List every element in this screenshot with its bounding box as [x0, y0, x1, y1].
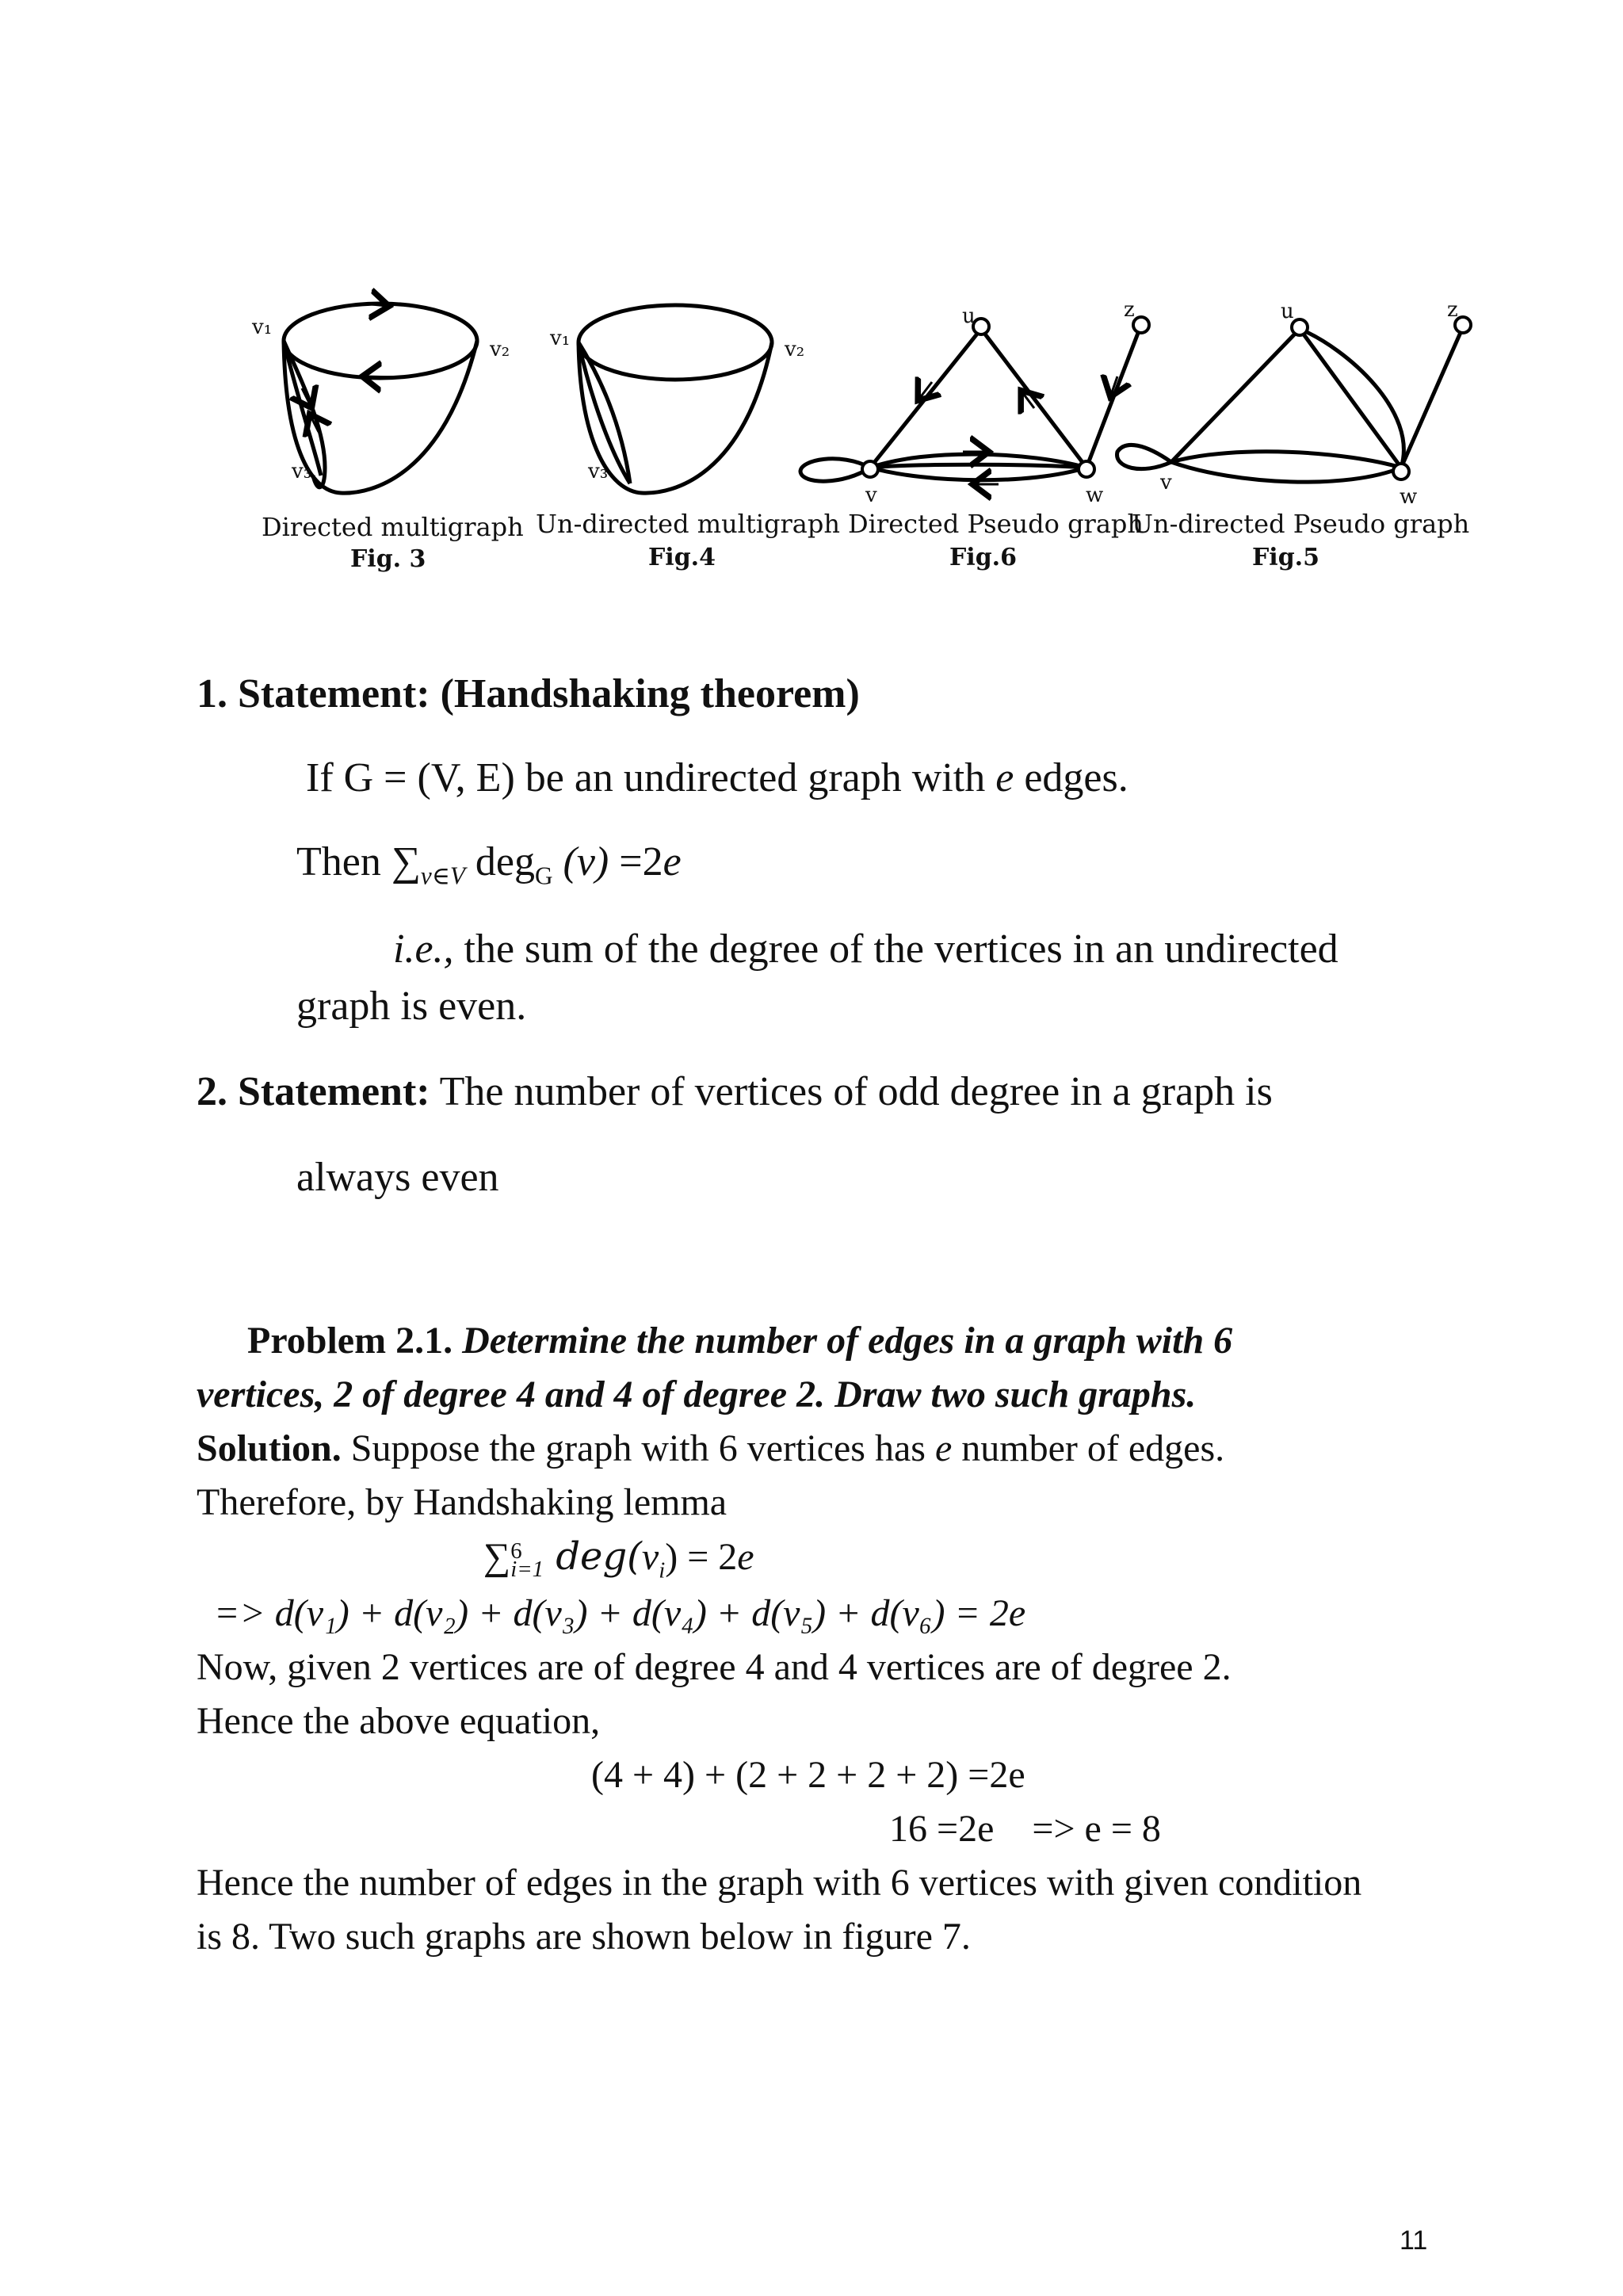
fig6-caption: Directed Pseudo graph — [848, 509, 1144, 539]
solution-line2: Therefore, by Handshaking lemma — [197, 1481, 727, 1523]
fig3-label-v2: v₂ — [490, 338, 510, 361]
equation-sum-values: (4 + 4) + (2 + 2 + 2 + 2) =2e — [591, 1754, 1025, 1796]
formula-e: e — [663, 839, 682, 884]
fig4-caption: Un-directed multigraph — [536, 509, 840, 539]
fig6-label-w: w — [1086, 483, 1104, 507]
eq1-sum-symbol: ∑ — [483, 1536, 511, 1578]
fig4-label-v2: v₂ — [785, 338, 805, 361]
fig5-label-w: w — [1400, 485, 1418, 509]
formula-sum-symbol: ∑ — [391, 839, 421, 884]
statement2-text: The number of vertices of odd degree in a graph is — [430, 1069, 1273, 1114]
statement1-line1 — [306, 755, 1128, 800]
fig6-number: Fig.6 — [949, 544, 1017, 571]
now-line: Now, given 2 vertices are of degree 4 and 4 vertices are of degree 2. — [197, 1646, 1232, 1688]
conclusion-line1: Hence the number of edges in the graph with 6 vertices with given condition — [197, 1862, 1362, 1904]
hence-line: Hence the above equation, — [197, 1700, 601, 1742]
problem-line1 — [247, 1322, 1232, 1360]
fig3-label-v1: v₁ — [252, 315, 273, 339]
problem-label: Problem 2.1. — [247, 1320, 453, 1362]
formula-then: Then — [296, 839, 391, 884]
solution-line1 — [197, 1427, 1225, 1469]
solution-label: Solution. — [197, 1427, 342, 1469]
statement1-heading: 1. Statement: (Handshaking theorem) — [197, 671, 860, 716]
equation-degrees: => d(v₁) + d(v₂) + d(v₃) + d(v₄) + d(v₅) + d(v₆) = 2e — [214, 1592, 1026, 1634]
ie-label: i.e., — [393, 926, 454, 972]
statement1-ie-line — [393, 926, 1338, 972]
fig5-graph — [1117, 317, 1471, 482]
fig4-label-v3: v₃ — [588, 460, 609, 483]
fig3-label-v3: v₃ — [292, 460, 312, 483]
formula-deg: deg — [464, 839, 535, 884]
fig4-label-v1: v₁ — [550, 327, 571, 350]
statement1-formula — [296, 839, 682, 890]
statement1-ie-line2: graph is even. — [296, 984, 527, 1029]
statement2-line — [197, 1069, 1273, 1114]
fig6-label-z: z — [1124, 298, 1135, 322]
page-number: 11 — [1400, 2225, 1428, 2256]
statement1-line1-text: If G = (V, E) be an undirected graph with — [306, 755, 986, 800]
fig3-graph — [284, 304, 477, 493]
fig3-number: Fig. 3 — [350, 545, 426, 573]
formula-sum-sub: v∈V — [420, 861, 465, 890]
problem-text1: Determine the number of edges in a graph with 6 — [462, 1320, 1233, 1362]
eq1-v: v — [641, 1536, 659, 1578]
statement1-line1-var: e — [995, 755, 1014, 800]
solution-text1-end: number of edges. — [952, 1427, 1225, 1469]
fig4-number: Fig.4 — [648, 544, 716, 571]
eq1-deg: deg( — [544, 1534, 642, 1579]
fig6-label-v: v — [865, 483, 877, 507]
fig3-caption: Directed multigraph — [262, 512, 524, 542]
fig5-caption: Un-directed Pseudo graph — [1132, 509, 1470, 539]
ie-text: the sum of the degree of the vertices in an undirected — [453, 926, 1338, 972]
formula-deg-sub: G — [535, 861, 553, 890]
problem-line2: vertices, 2 of degree 4 and 4 of degree 2. Draw two such graphs. — [197, 1373, 1197, 1415]
equation-sum — [483, 1534, 754, 1584]
formula-eq: =2 — [609, 839, 663, 884]
eq1-e: e — [737, 1536, 754, 1578]
conclusion-line2: is 8. Two such graphs are shown below in figure 7. — [197, 1916, 971, 1958]
solution-text1: Suppose the graph with 6 vertices has — [341, 1427, 926, 1469]
formula-v: (v) — [552, 839, 609, 884]
eq1-end: ) = 2 — [665, 1536, 738, 1578]
statement2-line2: always even — [296, 1155, 499, 1200]
fig5-number: Fig.5 — [1252, 544, 1319, 571]
fig6-graph — [800, 317, 1149, 484]
fig5-label-z: z — [1447, 298, 1458, 322]
fig6-label-u: u — [962, 304, 976, 328]
fig5-label-v: v — [1160, 471, 1172, 495]
fig5-label-u: u — [1281, 300, 1294, 323]
eq1-vi: i — [659, 1557, 666, 1584]
equation-result: 16 =2e => e = 8 — [889, 1808, 1161, 1850]
eq1-sup: 6 — [510, 1538, 522, 1564]
statement1-line1-end: edges. — [1014, 755, 1128, 800]
eq1-sub: i=1 — [510, 1556, 544, 1582]
solution-var: e — [934, 1427, 953, 1469]
statement2-heading: 2. Statement: — [197, 1069, 430, 1114]
